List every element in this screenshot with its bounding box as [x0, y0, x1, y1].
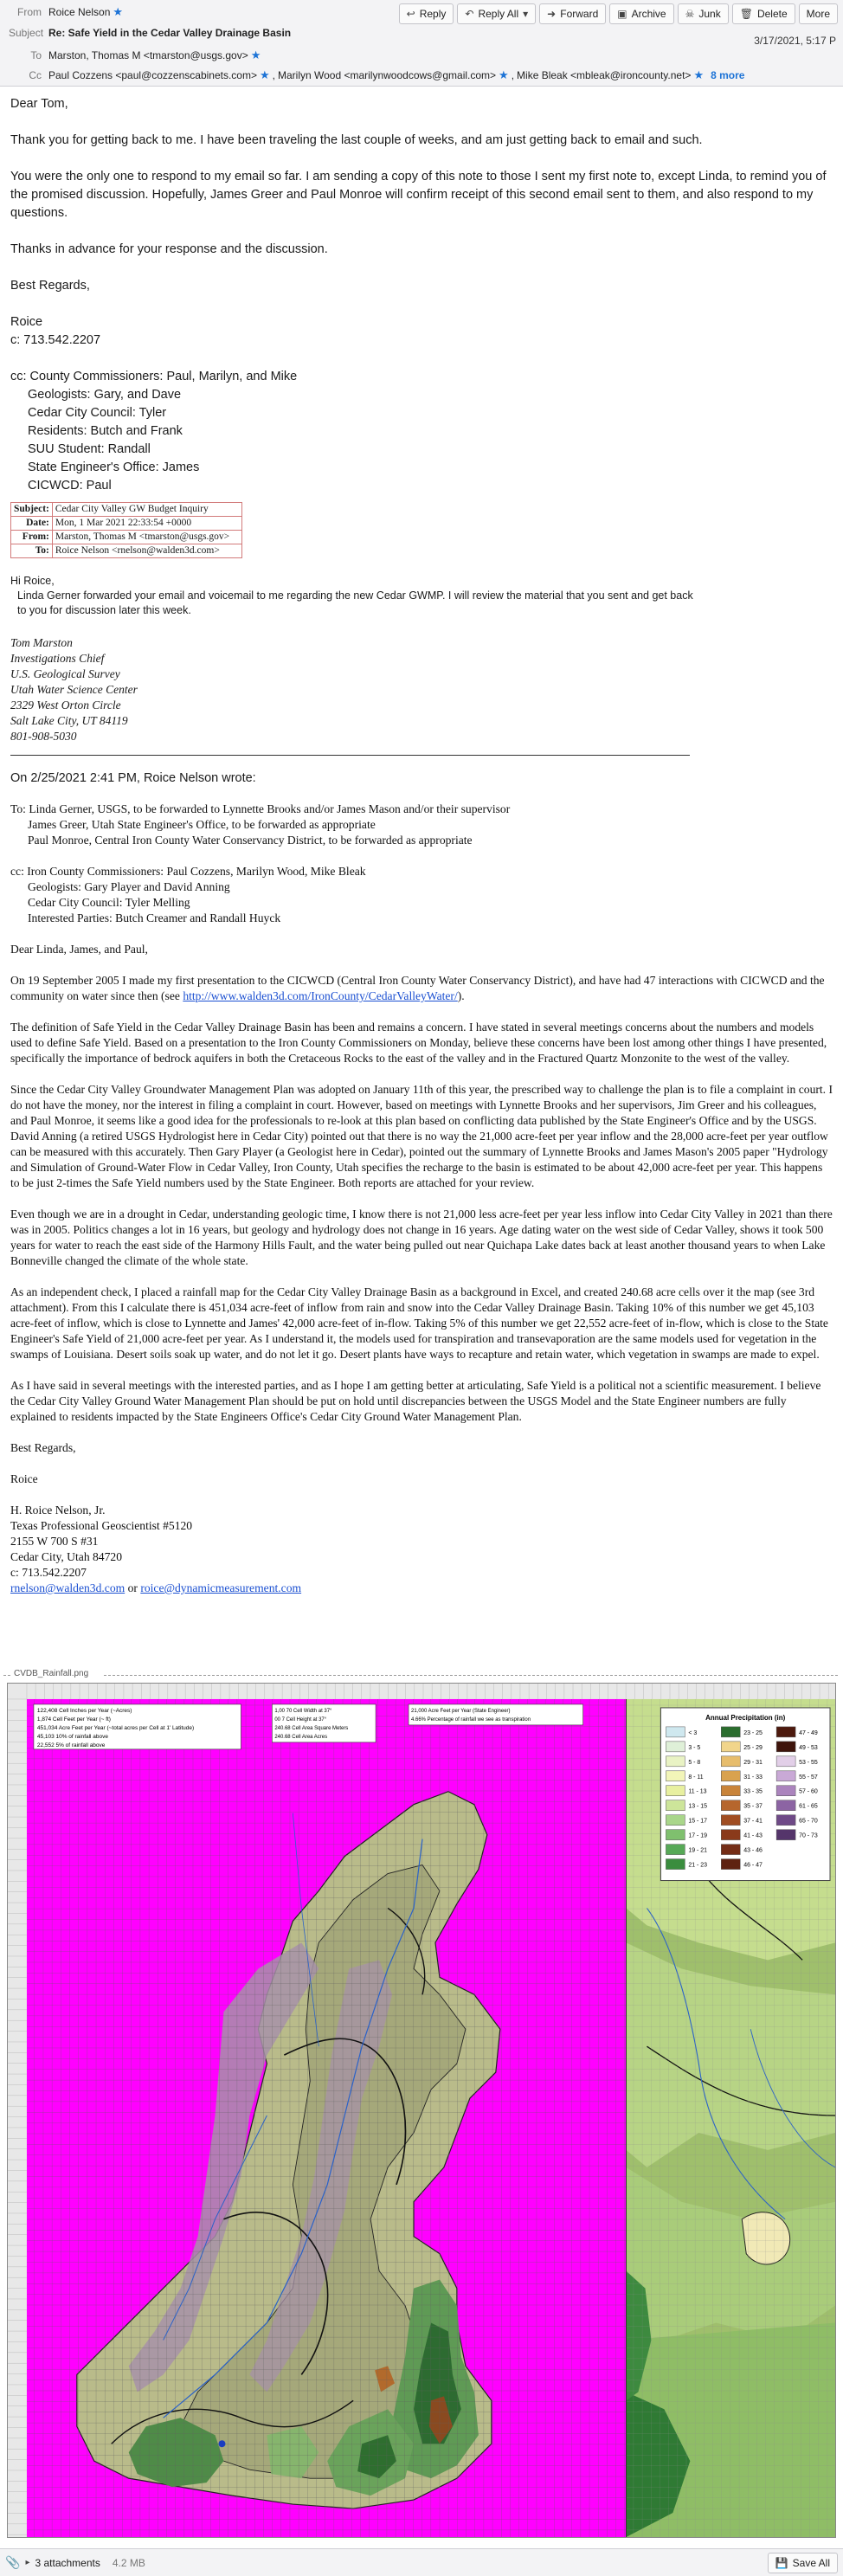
- or-text: or: [125, 1581, 141, 1594]
- tom-sig-line: Salt Lake City, UT 84119: [10, 714, 128, 727]
- cc-recipient[interactable]: Mike Bleak <mbleak@ironcounty.net>: [517, 69, 692, 81]
- paragraph-text: On 19 September 2005 I made my first presentation to the CICWCD (Central Iron County Water Conservancy District), and have had 47 interactions with CICWCD and the community on water since then (see: [10, 974, 825, 1002]
- subject-label: Subject: [9, 27, 44, 39]
- forward-label: Forward: [560, 8, 599, 20]
- legend-swatch: [776, 1727, 795, 1737]
- legend-label: 13 - 15: [688, 1803, 708, 1810]
- legend-label: 70 - 73: [799, 1832, 818, 1839]
- star-icon[interactable]: ★: [250, 48, 261, 61]
- chevron-down-icon[interactable]: ▾: [523, 8, 529, 20]
- cc-line: CICWCD: Paul: [28, 479, 112, 493]
- legend-swatch: [721, 1815, 740, 1826]
- legend-swatch: [721, 1800, 740, 1811]
- from-row: [9, 5, 123, 19]
- message-date: 3/17/2021, 5:17 P: [754, 35, 836, 47]
- legend-label: 47 - 49: [799, 1729, 818, 1736]
- legend-swatch: [721, 1756, 740, 1767]
- forward-button[interactable]: [539, 3, 606, 24]
- legend-swatch: [721, 1727, 740, 1737]
- calc-text: 45,103 10% of rainfall above: [36, 1733, 108, 1740]
- attachment-filename: CVDB_Rainfall.png: [10, 1669, 92, 1678]
- table-cell: Date:: [11, 517, 53, 531]
- signature-name: Roice: [10, 315, 43, 329]
- legend-swatch: [721, 1845, 740, 1855]
- email-link[interactable]: roice@dynamicmeasurement.com: [140, 1581, 302, 1594]
- legend-label: 3 - 5: [688, 1744, 701, 1751]
- legend-label: 19 - 21: [688, 1847, 708, 1854]
- table-row: [11, 503, 242, 517]
- legend-swatch: [721, 1786, 740, 1796]
- legend-swatch: [776, 1800, 795, 1811]
- paragraph: Even though we are in a drought in Cedar, understanding geologic time, I know there is not 21,000 less acre-feet per year less inflow into Cedar City Valley in 2021 than there was in 2005. Politics changes a lot in 16 years, but geology and hydrology does not change in 16 years. Age dating water on the west side of Cedar Valley, shows it took 500 years for water to reach the east side of the Harmony Hills Fault, and the water being pulled out near Quichapa Lake dates back at least another thousand years to when Lake Bonneville changed the climate of the whole state.: [10, 1208, 833, 1267]
- legend-label: 46 - 47: [743, 1862, 763, 1869]
- sig-line: Texas Professional Geoscientist #5120: [10, 1519, 193, 1532]
- legend-swatch: [666, 1859, 685, 1870]
- calc-text: 22,552 5% of rainfall above: [36, 1742, 106, 1748]
- junk-icon: ☠: [685, 8, 695, 20]
- reply-label: Reply: [419, 8, 447, 20]
- junk-label: Junk: [698, 8, 721, 20]
- delete-label: Delete: [756, 8, 788, 20]
- precip-legend: [660, 1708, 830, 1881]
- table-row: [11, 544, 242, 558]
- legend-label: 35 - 37: [743, 1803, 763, 1810]
- paragraph: Since the Cedar City Valley Groundwater Management Plan was adopted on January 11th of this year, the prescribed way to challenge the plan is to file a complaint in court. I do not have the money, nor the interest in filing a complaint in court. However, based on meetings with Lynnette Brooks and her supervisors, Jim Greer and his colleagues, and Paul Monroe, it seems like a good idea for the professionals to re-look at this plan based on conflicting data published by the State Engineer's Office and by the USGS. David Anning (a retired USGS Hydrologist here in Cedar City) pointed out that there is no way the 21,000 acre-feet per year inflow and the 28,000 acre-feet per year outflow can be measured with this accurately. Then Gary Player (a Geologist here in Cedar), pointed out the summary of Lynnette Brooks and James Mason's 2005 paper "Hydrology and Simulation of Ground-Water Flow in Cedar Valley, Iron County, Utah specifies the recharge to the basin is estimated to be about 42,000 acre-feet per year. This happens to be just 2-times the Safe Yield numbers used by the State Engineer. Both reports are attached for your review.: [10, 1083, 833, 1189]
- calc-text: 122,408 Cell Inches per Year (~Acres): [36, 1707, 132, 1714]
- message-header: [0, 0, 843, 87]
- cell-text: 1,00 70 Cell Width at 37°: [274, 1708, 332, 1714]
- tom-sig-line: 801-908-5030: [10, 730, 77, 743]
- table-cell: To:: [11, 544, 53, 558]
- star-icon[interactable]: ★: [693, 68, 705, 81]
- calc-table: [34, 1704, 241, 1749]
- cell-table: [272, 1704, 376, 1742]
- closing: Best Regards,: [10, 1441, 76, 1454]
- paragraph: As I have said in several meetings with the interested parties, and as I hope I am getting better at articulating, Safe Yield is a political not a scientific measurement. I believe the Cedar City Valley Ground Water Management Plan should be put on hold until discrepancies between the USGS Model and the State Engineer numbers are fully explained to residents impacted by the State Engineers Office's Cedar City Ground Water Management Plan.: [10, 1379, 821, 1423]
- sig-line: Cedar City, Utah 84720: [10, 1550, 122, 1563]
- table-cell: Cedar City Valley GW Budget Inquiry: [52, 503, 241, 517]
- quote-attribution: On 2/25/2021 2:41 PM, Roice Nelson wrote:: [10, 771, 256, 785]
- legend-label: 55 - 57: [799, 1774, 818, 1781]
- legend-swatch: [666, 1727, 685, 1737]
- table-cell: Marston, Thomas M <tmarston@usgs.gov>: [52, 531, 241, 544]
- original-message: [10, 802, 833, 1596]
- divider: [10, 755, 690, 756]
- cc-label: Cc: [29, 69, 42, 81]
- sig-line: c: 713.542.2207: [10, 1566, 87, 1579]
- attachment-count[interactable]: 3 attachments: [35, 2556, 100, 2569]
- to-line: James Greer, Utah State Engineer's Office, to be forwarded as appropriate: [28, 818, 376, 831]
- forward-icon: ➜: [547, 8, 557, 20]
- legend-swatch: [666, 1815, 685, 1826]
- attachment-size: 4.2 MB: [112, 2556, 145, 2569]
- tom-sig-line: U.S. Geological Survey: [10, 667, 120, 680]
- cell-text: 00 7 Cell Height at 37°: [274, 1716, 327, 1723]
- legend-label: 8 - 11: [688, 1774, 704, 1781]
- email-link[interactable]: rnelson@walden3d.com: [10, 1581, 125, 1594]
- paperclip-icon: 📎: [5, 2555, 21, 2569]
- calc-text: 451,034 Acre Feet per Year (~total acres per Cell at 1' Latitude): [36, 1724, 195, 1731]
- legend-swatch: [666, 1845, 685, 1855]
- archive-label: Archive: [631, 8, 666, 20]
- legend-label: 53 - 55: [799, 1759, 818, 1766]
- legend-swatch: [666, 1771, 685, 1781]
- table-cell: From:: [11, 531, 53, 544]
- save-icon: 💾: [775, 2557, 788, 2569]
- quoted-header-table: [10, 502, 242, 558]
- from-label: From: [17, 6, 42, 18]
- paragraph: Thank you for getting back to me. I have been traveling the last couple of weeks, and am just getting back to email and such.: [10, 133, 703, 147]
- legend-label: 23 - 25: [743, 1729, 763, 1736]
- more-recipients-link[interactable]: 8 more: [711, 69, 745, 81]
- archive-icon: ▣: [617, 8, 627, 20]
- legend-swatch: [666, 1786, 685, 1796]
- attachments-bar: [0, 2548, 843, 2576]
- table-cell: Mon, 1 Mar 2021 22:33:54 +0000: [52, 517, 241, 531]
- cell-text: 240.68 Cell Area Acres: [274, 1734, 328, 1740]
- to-line: Paul Monroe, Central Iron County Water Conservancy District, to be forwarded as appropriate: [28, 834, 473, 847]
- more-button[interactable]: [799, 3, 838, 24]
- cell-text: 240.68 Cell Area Square Meters: [274, 1725, 349, 1731]
- paragraph: The definition of Safe Yield in the Cedar Valley Drainage Basin has been and remains a concern. I have stated in several meetings concerns about the numbers and models used to define Safe Yield. Based on a presentation to the Iron County Commissioners on Monday, believe these concerns have been lost among other things I have presented, specifically the importance of bedrock aquifers in both the Cretaceous Rocks to the east of the valley and in the Fractured Quartz Monzonite to the west of the valley.: [10, 1021, 827, 1065]
- legend-label: 61 - 65: [799, 1803, 818, 1810]
- cc-recipient[interactable]: Paul Cozzens <paul@cozzenscabinets.com>: [48, 69, 257, 81]
- to-recipient[interactable]: Marston, Thomas M <tmarston@usgs.gov>: [48, 49, 248, 61]
- legend-swatch: [776, 1830, 795, 1840]
- signature-phone: c: 713.542.2207: [10, 333, 101, 347]
- legend-swatch: [776, 1742, 795, 1752]
- tom-text: Linda Gerner forwarded your email and voicemail to me regarding the new Cedar GWMP. I will review the material that you sent and get back to you for discussion later this week.: [17, 589, 693, 616]
- legend-label: 21 - 23: [688, 1862, 708, 1869]
- reply-button[interactable]: [399, 3, 454, 24]
- legend-swatch: [721, 1771, 740, 1781]
- legend-label: 29 - 31: [743, 1759, 763, 1766]
- legend-label: 25 - 29: [743, 1744, 763, 1751]
- subject-text: Re: Safe Yield in the Cedar Valley Drainage Basin: [48, 27, 292, 39]
- cc-line: Interested Parties: Butch Creamer and Randall Huyck: [28, 911, 281, 924]
- legend-label: < 3: [688, 1729, 698, 1736]
- legend-label: 57 - 60: [799, 1788, 818, 1795]
- junk-button[interactable]: [678, 3, 729, 24]
- sig-line: H. Roice Nelson, Jr.: [10, 1504, 106, 1517]
- cc-title: cc: County Commissioners: Paul, Marilyn, and Mike: [10, 370, 298, 383]
- table-row: [11, 517, 242, 531]
- table-cell: Subject:: [11, 503, 53, 517]
- legend-swatch: [776, 1815, 795, 1826]
- archive-button[interactable]: [609, 3, 673, 24]
- greeting: Dear Tom,: [10, 97, 68, 111]
- legend-swatch: [721, 1742, 740, 1752]
- reply-all-icon: ↶: [465, 8, 474, 20]
- legend-label: 49 - 53: [799, 1744, 818, 1751]
- legend-swatch: [776, 1771, 795, 1781]
- subject-row: [9, 27, 291, 39]
- from-name[interactable]: Roice Nelson: [48, 6, 111, 18]
- tom-signature: [10, 635, 833, 744]
- chevron-right-icon[interactable]: ▸: [25, 2558, 30, 2567]
- salutation: Dear Linda, James, and Paul,: [10, 943, 148, 956]
- legend-label: 43 - 46: [743, 1847, 763, 1854]
- reply-icon: ↩: [406, 8, 415, 20]
- reply-all-button[interactable]: [457, 3, 536, 24]
- star-icon[interactable]: ★: [113, 5, 124, 18]
- star-icon[interactable]: ★: [259, 68, 270, 81]
- cc-line: SUU Student: Randall: [28, 442, 151, 456]
- cc-line: Cedar City Council: Tyler: [28, 406, 167, 420]
- cc-line: Geologists: Gary, and Dave: [28, 388, 182, 402]
- reply-all-label: Reply All: [478, 8, 519, 20]
- engineer-text: 21,000 Acre Feet per Year (State Engineer): [411, 1708, 511, 1714]
- more-label: More: [806, 8, 830, 20]
- legend-swatch: [721, 1859, 740, 1870]
- tom-reply: [10, 574, 833, 618]
- sig-line: 2155 W 700 S #31: [10, 1535, 99, 1548]
- legend-swatch: [721, 1830, 740, 1840]
- cc-row: Cc Paul Cozzens <paul@cozzenscabinets.com> ★ , Marilyn Wood <marilynwoodcows@gmail.com> ★ , Mike Bleak <mbleak@ironcounty.net> ★ 8 more: [9, 68, 744, 82]
- to-line: To: Linda Gerner, USGS, to be forwarded to Lynnette Brooks and/or James Mason and/or their supervisor: [10, 802, 511, 815]
- paragraph: You were the only one to respond to my email so far. I am sending a copy of this note to those I sent my first note to, except Linda, to remind you of the promised discussion. Hopefully, James Greer and Paul Monroe will confirm receipt of this second email sent to them, and also respond to my questions.: [10, 170, 827, 220]
- legend-swatch: [666, 1800, 685, 1811]
- message-body: [10, 95, 833, 1596]
- legend-label: 31 - 33: [743, 1774, 763, 1781]
- tom-sig-line: Utah Water Science Center: [10, 683, 138, 696]
- cc-line: State Engineer's Office: James: [28, 460, 200, 474]
- legend-swatch: [666, 1756, 685, 1767]
- signature-name: Roice: [10, 1472, 38, 1485]
- legend-label: 37 - 41: [743, 1818, 763, 1825]
- legend-label: 41 - 43: [743, 1832, 763, 1839]
- message-toolbar: [399, 3, 838, 24]
- legend-swatch: [776, 1786, 795, 1796]
- legend-swatch: [666, 1830, 685, 1840]
- table-row: [11, 531, 242, 544]
- legend-swatch: [776, 1756, 795, 1767]
- delete-button[interactable]: [732, 3, 795, 24]
- legend-label: 15 - 17: [688, 1818, 708, 1825]
- cc-line: Residents: Butch and Frank: [28, 424, 183, 438]
- calc-text: 1,874 Cell Feet per Year (~ ft): [36, 1716, 111, 1723]
- paragraph: [10, 973, 833, 1004]
- table-cell: Roice Nelson <rnelson@walden3d.com>: [52, 544, 241, 558]
- legend-label: 65 - 70: [799, 1818, 818, 1825]
- cc-recipient[interactable]: Marilyn Wood <marilynwoodcows@gmail.com>: [277, 69, 497, 81]
- cc-line: cc: Iron County Commissioners: Paul Cozzens, Marilyn Wood, Mike Bleak: [10, 865, 366, 878]
- paragraph-text: ).: [457, 989, 465, 1002]
- legend-label: 11 - 13: [688, 1788, 707, 1795]
- rainfall-map-image: [7, 1683, 836, 2538]
- cc-line: Geologists: Gary Player and David Anning: [28, 880, 230, 893]
- star-icon[interactable]: ★: [499, 68, 509, 81]
- paragraph: As an independent check, I placed a rainfall map for the Cedar City Valley Drainage Basin as a background in Excel, and created 240.68 acre cells over it the map (see 3rd attachment). From this I calculate there is 451,034 acre-feet of inflow from rain and snow into the Cedar Valley Drainage Basin. Taking 10% of this number we get 45,103 acre-feet of inflow, which is close to Lynnette and James' 42,000 acre-feet of in-flow. Taking 5% of this number we get 22,552 acre-feet of in-flow, which is close to the State Engineer's Safe Yield of 21,000 acre-feet per year. As I understand it, the models used for transpiration and transevaporation are the same models used for vegetation in the swamps of Louisiana. Desert soils soak up water, and do not let it go. Desert plants have ways to recapture and retain water, which vegetation in swamps are made to expel.: [10, 1285, 828, 1361]
- legend-swatch: [666, 1742, 685, 1752]
- trash-icon: 🗑: [739, 8, 753, 20]
- tom-greeting: Hi Roice,: [10, 575, 55, 587]
- tom-sig-line: Investigations Chief: [10, 652, 105, 665]
- legend-title: Annual Precipitation (in): [705, 1713, 786, 1722]
- closing: Best Regards,: [10, 279, 90, 293]
- engineer-table: [409, 1704, 583, 1725]
- attachment-separator: [0, 1669, 843, 1681]
- cc-line: Cedar City Council: Tyler Melling: [28, 896, 190, 909]
- tom-sig-line: Tom Marston: [10, 636, 73, 649]
- tom-sig-line: 2329 West Orton Circle: [10, 699, 121, 712]
- engineer-text: 4.66% Percentage of rainfall we see as transpiration: [411, 1716, 531, 1723]
- paragraph: Thanks in advance for your response and the discussion.: [10, 242, 328, 256]
- to-label: To: [30, 49, 42, 61]
- legend-label: 17 - 19: [688, 1832, 708, 1839]
- walden3d-link[interactable]: http://www.walden3d.com/IronCounty/CedarValleyWater/: [183, 989, 458, 1002]
- save-all-label: Save All: [792, 2557, 830, 2569]
- legend-label: 5 - 8: [688, 1759, 701, 1766]
- legend-label: 33 - 35: [743, 1788, 763, 1795]
- save-all-button[interactable]: [768, 2553, 838, 2573]
- to-row: [9, 48, 261, 62]
- signature-block: [10, 277, 833, 495]
